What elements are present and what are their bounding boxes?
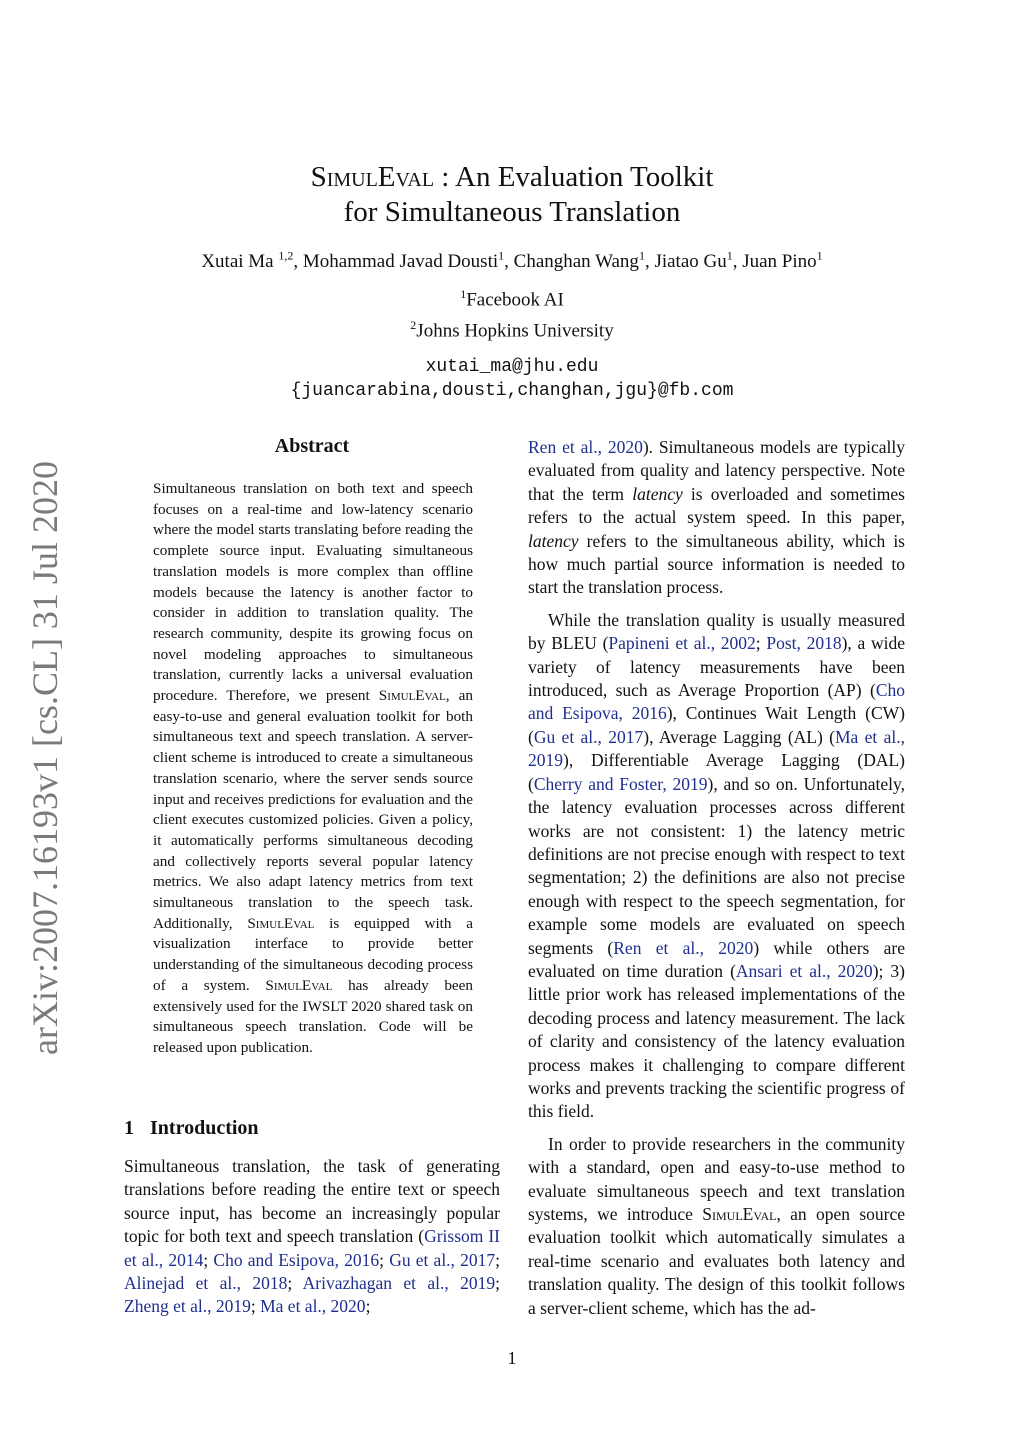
author: Xutai Ma $^{1,2}$, <box>201 249 303 273</box>
citation-link[interactable]: Cherry and Foster, 2019 <box>533 773 708 794</box>
paragraph: While the translation quality is usually measured by BLEU (Papineni et al., 2002; Post, 2018), a wide variety of latency measurements have been introduced, such as Average Proportion (AP) (Cho and Esipova, 2016), Continues Wait Length (CW) (Gu et al., 2017), Average Lagging (AL) (Ma et al., 2019), Differentiable Average Lagging (DAL) (Cherry and Foster, 2019), and so on. Unfortunately, the latency evaluation processes across different works are not consistent: 1) the latency metric definitions are not precise enough with respect to text segmentation; 2) the definitions are also not precise enough with respect to the speech segmentation, for example some models are evaluated on speech segments (Ren et al., 2020) while others are evaluated on time duration (Ansari et al., 2020); 3) little prior work has released implementations of the decoding process and latency measurement. The lack of clarity and consistency of the latency evaluation process makes it challenging to compare different works and prevents tracking the scientific progress of this field. <box>528 609 906 1122</box>
affiliations <box>0 282 1024 343</box>
email-line-1[interactable]: xutai_ma@jhu.edu <box>425 356 599 377</box>
affiliation: $^1$Facebook AI <box>460 287 564 311</box>
citation-link[interactable]: Ma et al., 2019 <box>528 726 906 771</box>
toolkit-name: SimulEval <box>378 687 446 705</box>
affiliation: $^2$Johns Hopkins University <box>410 317 614 341</box>
email-block <box>0 355 1024 403</box>
citation-link[interactable]: Papineni et al., 2002 <box>608 633 756 654</box>
author: Jiatao Gu$^1$, <box>654 249 743 273</box>
section-heading-introduction: 1 Introduction <box>124 1117 259 1139</box>
citation-link[interactable]: Cho and Esipova, 2016 <box>528 680 905 724</box>
abstract-heading: Abstract <box>274 435 350 457</box>
citation-link[interactable]: Gu et al., 2017 <box>389 1249 496 1270</box>
citation-link[interactable]: Cho and Esipova, 2016 <box>213 1249 380 1270</box>
citation-link[interactable]: Zheng et al., 2019 <box>124 1296 251 1317</box>
paper-title-line-2: for Simultaneous Translation <box>343 196 681 228</box>
author-list <box>0 244 1024 274</box>
title-block <box>0 160 1024 403</box>
paper-title-line-1 <box>0 160 1024 195</box>
author: Changhan Wang$^1$, <box>513 249 655 273</box>
citation-link[interactable]: Ansari et al., 2020 <box>735 960 873 981</box>
citation-link[interactable]: Grissom II et al., 2014 <box>124 1226 500 1270</box>
paragraph: In order to provide researchers in the community with a standard, open and easy-to-use method to evaluate simultaneous speech and text translation systems, we introduce SimulEval, an open source evaluation toolkit which automatically simulates a real-time scenario and evaluates both latency and translation quality. The design of this toolkit follows a server-client scheme, which has the ad- <box>528 1133 905 1318</box>
citation-link[interactable]: Ren et al., 2020 <box>528 437 643 457</box>
citation-link[interactable]: Post, 2018 <box>766 633 842 654</box>
title-rest: : An Evaluation Toolkit <box>434 161 714 193</box>
toolkit-name: SimulEval <box>265 976 333 994</box>
toolkit-name: SimulEval <box>702 1204 777 1224</box>
email-line-2[interactable]: {juancarabina,dousti,changhan,jgu}@fb.com <box>290 380 734 401</box>
page-number: 1 <box>507 1348 517 1368</box>
citation-link[interactable]: Alinejad et al., 2018 <box>124 1273 288 1294</box>
citation-link[interactable]: Arivazhagan et al., 2019 <box>302 1273 496 1294</box>
citation-link[interactable]: Gu et al., 2017 <box>533 726 644 747</box>
abstract-body: Simultaneous translation on both text and speech focuses on a real-time and low-latency scenario where the model starts translating before reading the complete source input. Evaluating simultaneous translation models is more complex than offline models because the latency is another factor to consider in addition to translation quality. The research community, despite its growing focus on novel modeling approaches to simultaneous translation, currently lacks a universal evaluation procedure. Therefore, we present SimulEval, an easy-to-use and general evaluation toolkit for both simultaneous text and speech translation. A server-client scheme is introduced to create a simultaneous translation scenario, where the server sends source input and receives predictions for evaluation and the client executes customized policies. Given a policy, it automatically performs simultaneous decoding and collectively reports several popular latency metrics. We also adapt latency metrics from text simultaneous translation to the speech task. Additionally, SimulEval is equipped with a visualization interface to provide better understanding of the simultaneous decoding process of a system. SimulEval has already been extensively used for the IWSLT 2020 shared task on simultaneous speech translation. Code will be released upon publication. <box>153 480 473 1056</box>
toolkit-name: SimulEval <box>247 914 315 932</box>
author: Juan Pino$^1$ <box>742 249 823 273</box>
citation-link[interactable]: Ren et al., 2020 <box>613 937 754 958</box>
paragraph: Ren et al., 2020). Simultaneous models are typically evaluated from quality and latency perspective. Note that the term latency is overloaded and sometimes refers to the actual system speed. In this paper, latency refers to the simultaneous ability, which is how much partial source information is needed to start the translation process. <box>528 437 905 598</box>
toolkit-name: SimulEval <box>310 161 435 193</box>
right-column <box>528 436 905 1320</box>
introduction-body: Simultaneous translation, the task of generating translations before reading the entire text or speech source input, has become an increasingly popular topic for both text and speech translation (Grissom II et al., 2014; Cho and Esipova, 2016; Gu et al., 2017; Alinejad et al., 2018; Arivazhagan et al., 2019; Zheng et al., 2019; Ma et al., 2020; <box>124 1156 500 1317</box>
citation-link[interactable]: Ma et al., 2020 <box>260 1296 366 1317</box>
arxiv-identifier-stamp: arXiv:2007.16193v1 [cs.CL] 31 Jul 2020 <box>25 461 65 1055</box>
author: Mohammad Javad Dousti$^1$, <box>302 249 514 273</box>
